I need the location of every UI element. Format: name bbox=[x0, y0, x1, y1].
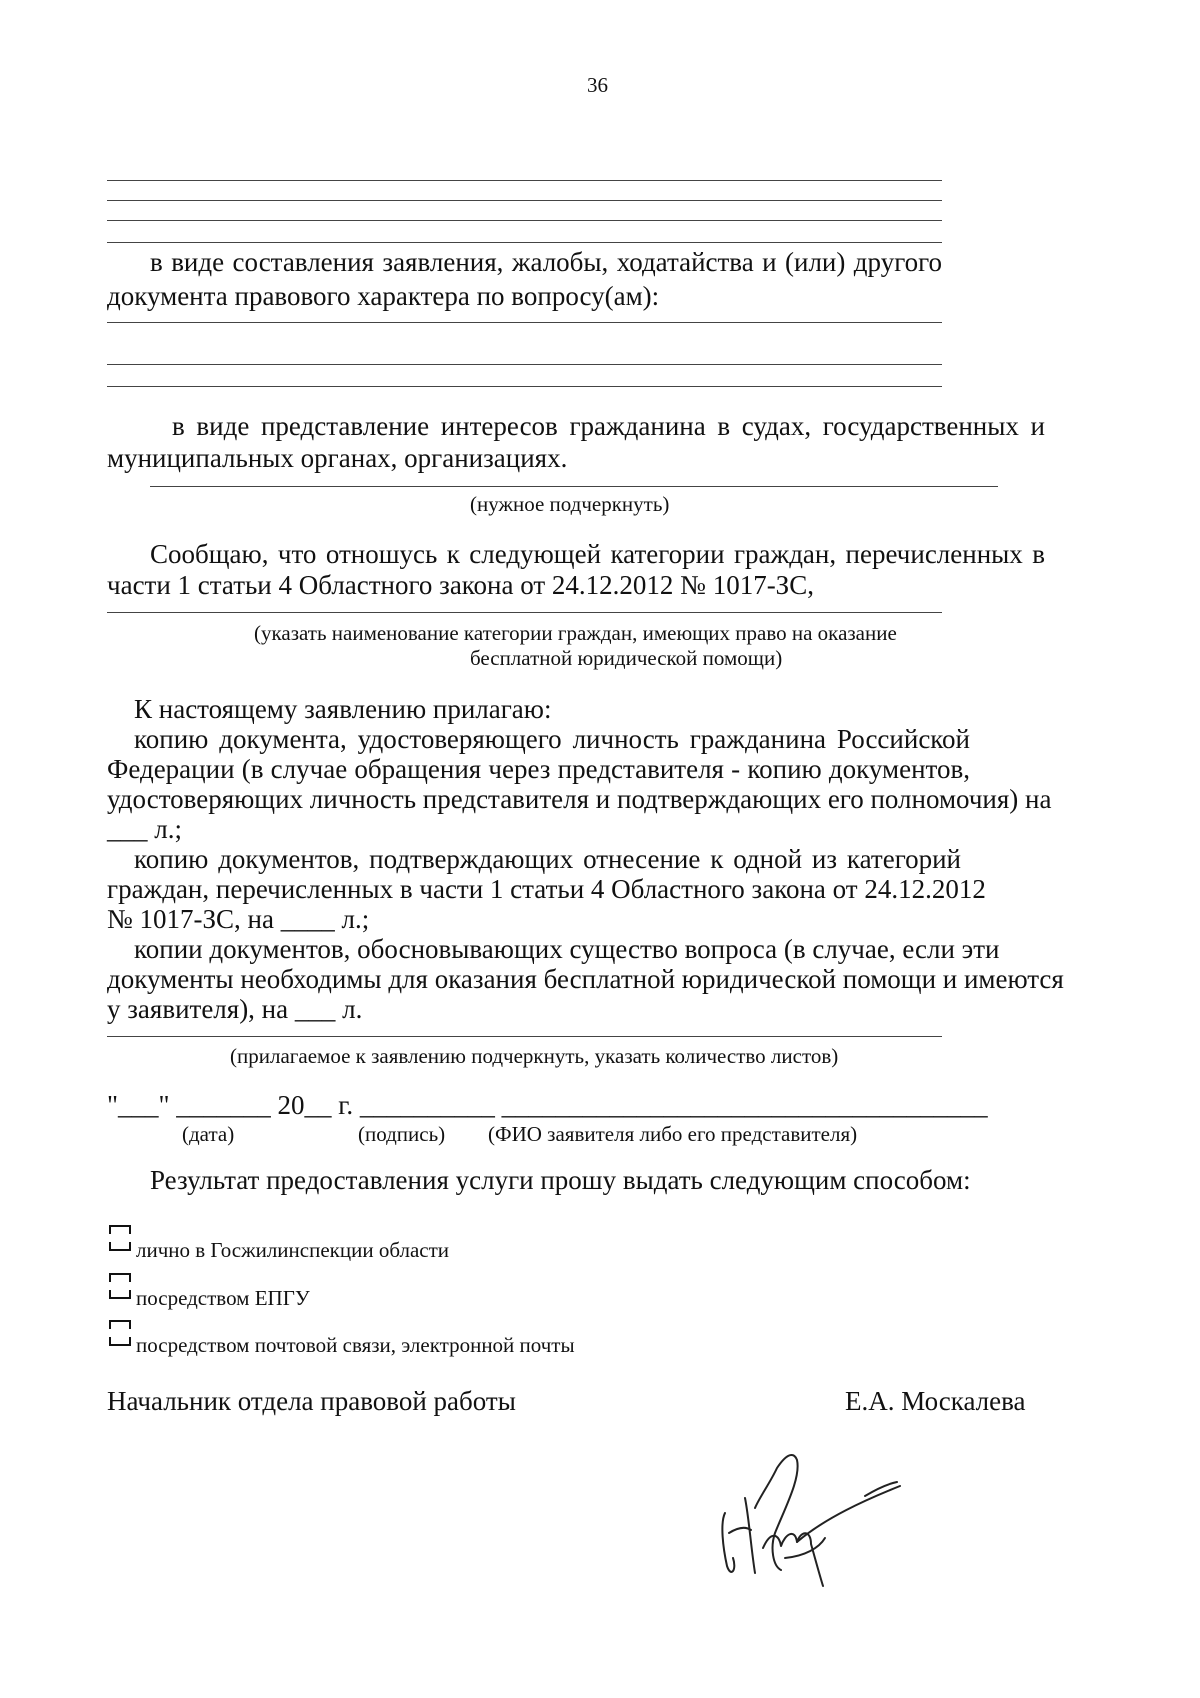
attachment-2-line-1: копию документов, подтверждающих отнесение к одной из категорий bbox=[134, 844, 961, 874]
blank-line bbox=[107, 242, 942, 243]
attachment-2-line-2: граждан, перечисленных в части 1 статьи 4 Областного закона от 24.12.2012 bbox=[107, 874, 986, 904]
blank-line bbox=[107, 322, 942, 323]
date-signature-fields: "___" _______ 20__ г. __________ ____________________________________ bbox=[107, 1090, 988, 1120]
attachment-1-line-2: Федерации (в случае обращения через представителя - копию документов, bbox=[107, 754, 970, 784]
blank-line bbox=[107, 1036, 942, 1037]
result-heading: Результат предоставления услуги прошу выдать следующим способом: bbox=[150, 1165, 971, 1195]
footer-position: Начальник отдела правовой работы bbox=[107, 1386, 516, 1416]
blank-line bbox=[107, 386, 942, 387]
checkbox-mail[interactable] bbox=[109, 1320, 131, 1346]
fio-label: (ФИО заявителя либо его представителя) bbox=[488, 1122, 858, 1146]
date-label: (дата) bbox=[182, 1122, 235, 1146]
blank-line bbox=[107, 200, 942, 201]
option-mail: посредством почтовой связи, электронной почты bbox=[136, 1333, 575, 1357]
attachments-heading: К настоящему заявлению прилагаю: bbox=[134, 694, 552, 724]
signature-label: (подпись) bbox=[358, 1122, 446, 1146]
blank-line bbox=[107, 612, 942, 613]
attachment-3-line-2: документы необходимы для оказания бесплатной юридической помощи и имеются bbox=[107, 964, 1064, 994]
blank-line bbox=[150, 486, 998, 487]
option-in-person: лично в Госжилинспекции области bbox=[136, 1238, 450, 1262]
represent-line-2: муниципальных органах, организациях. bbox=[107, 443, 568, 473]
attachments-note: (прилагаемое к заявлению подчеркнуть, указать количество листов) bbox=[230, 1044, 839, 1068]
attachment-2-line-3: № 1017-ЗС, на ____ л.; bbox=[107, 904, 370, 934]
category-line-1: Сообщаю, что отношусь к следующей категории граждан, перечисленных в bbox=[150, 539, 1045, 569]
handwritten-signature bbox=[715, 1438, 905, 1598]
footer-name: Е.А. Москалева bbox=[845, 1386, 1026, 1416]
attachment-3-line-3: у заявителя), на ___ л. bbox=[107, 994, 363, 1024]
written-line-1: в виде составления заявления, жалобы, ходатайства и (или) другого bbox=[150, 247, 942, 277]
attachment-1-line-1: копию документа, удостоверяющего личность гражданина Российской bbox=[134, 724, 970, 754]
attachment-1-line-3: удостоверяющих личность представителя и подтверждающих его полномочия) на bbox=[107, 784, 1052, 814]
blank-line bbox=[107, 364, 942, 365]
category-note-1: (указать наименование категории граждан, имеющих право на оказание bbox=[254, 621, 897, 645]
checkbox-in-person[interactable] bbox=[109, 1225, 131, 1251]
checkbox-epgu[interactable] bbox=[109, 1273, 131, 1299]
written-line-2: документа правового характера по вопросу(ам): bbox=[107, 281, 660, 311]
represent-line-1: в виде представление интересов гражданина в судах, государственных и bbox=[172, 411, 1045, 441]
page-number: 36 bbox=[587, 73, 608, 97]
attachment-1-line-4: ___ л.; bbox=[107, 814, 182, 844]
blank-line bbox=[107, 180, 942, 181]
option-epgu: посредством ЕПГУ bbox=[136, 1286, 310, 1310]
category-note-2: бесплатной юридической помощи) bbox=[470, 646, 783, 670]
blank-line bbox=[107, 220, 942, 221]
underline-note: (нужное подчеркнуть) bbox=[470, 492, 670, 516]
attachment-3-line-1: копии документов, обосновывающих существо вопроса (в случае, если эти bbox=[134, 934, 1000, 964]
category-line-2: части 1 статьи 4 Областного закона от 24.12.2012 № 1017-ЗС, bbox=[107, 570, 814, 600]
